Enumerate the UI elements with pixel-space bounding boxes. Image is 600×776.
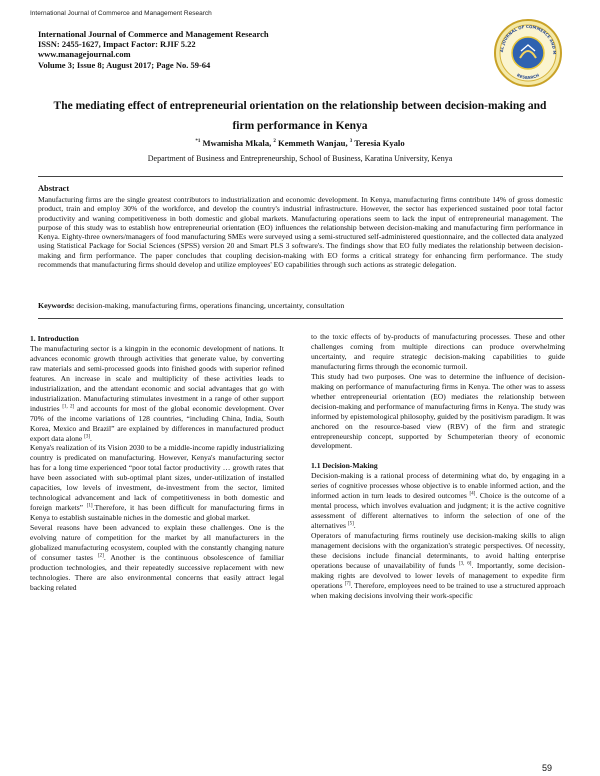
- paper-title: [30, 97, 570, 136]
- svg-text:RESEARCH: RESEARCH: [516, 72, 540, 81]
- journal-masthead: [38, 29, 458, 70]
- journal-volume: Volume 3; Issue 8; August 2017; Page No. 59-64: [38, 59, 211, 70]
- author3-name: Teresia Kyalo: [352, 138, 405, 148]
- journal-website[interactable]: www.managejournal.com: [38, 49, 131, 60]
- keywords-label: Keywords:: [38, 301, 75, 310]
- citation: [4]: [469, 491, 476, 497]
- left-column: [30, 334, 284, 593]
- intro-paragraph-1: [30, 344, 284, 444]
- keywords-text: decision-making, manufacturing firms, operations financing, uncertainty, consultation: [74, 301, 345, 310]
- citation: [1, 2]: [62, 404, 75, 410]
- paper-title-line-1: The mediating effect of entrepreneurial orientation on the relationship between decision-making and: [53, 100, 547, 112]
- running-head: International Journal of Commerce and Management Research: [30, 10, 212, 17]
- right-column: [311, 332, 565, 601]
- keywords-line: [38, 301, 563, 310]
- intro-paragraph-4: to the toxic effects of by-products of manufacturing processes. These and other challenges coming from multiple directions can produce overwhelming uncertainty, and require strategic decision-making capabilities to guide manufacturing firms through the economic turmoil.: [311, 332, 565, 371]
- abstract-heading: Abstract: [38, 184, 70, 193]
- author3-superscript: 3: [349, 139, 353, 145]
- citation: [3]: [84, 434, 91, 439]
- paper-authors: [30, 138, 570, 148]
- intro-paragraph-5: This study had two purposes. One was to determine the influence of decision-making on performance of manufacturing firms in Kenya. The other was to assess whether entrepreneurial orientation (EO) mediates the relationship between decision-making and performance of manufacturing firms in Kenya. The study was informed by epistemological philosophy, guided by the positivism paradigm. It was anchored on the resource-based view (RBV) of the firm and strategic entrepreneurship concept, supported by Schumpeterian theory of economic development.: [311, 371, 565, 451]
- text-run: The manufacturing sector is a kingpin in the economic development of nations. It advances economic growth through activities that generate value, by converting raw materials and semi-processed goods into finished goods with superior refined features. An increase in scale and multiplicity of these activities leads to industrialization, and the attendant economic and social advantages that go with industrialization. Manufacturing stimulates investment in a range of other support industries: [30, 343, 284, 413]
- text-run: . Choice is the outcome of a mental process, which involves evaluation and judgment; it is the active cognitive assessment of different alternatives to inform the selection of one of the alternatives: [311, 491, 565, 531]
- bottom-divider: [38, 318, 563, 319]
- text-run: . Therefore, employees need to be trained to use a structured approach when making decisions involving their work-specific: [311, 580, 566, 600]
- svg-text:INTERNATIONAL JOURNAL OF COMME: AL JOURNAL OF COMMERCE AND M: [498, 23, 558, 55]
- section-heading-decision-making: 1.1 Decision-Making: [311, 461, 378, 471]
- abstract-text: Manufacturing firms are the single greatest contributors to industrialization and economic development. In Kenya, manufacturing firms contribute 14% of gross domestic product, train and employ 30% of the workforce, and develop the country's industrial infrastructure. However, the sector has experienced sustained poor total factor productivity and waning competitiveness in both domestic and global markets. Manufacturing operations seem to lack the input of entrepreneurial management. The purpose of this study was to establish how entrepreneurial orientation (EO) influences the relationship between decision-making and manufacturing firm performance in Kenya. Eighty-three owners/managers of food manufacturing SMEs were surveyed using a semi-structured self-administered questionnaire, and the collected data analyzed using Statistical Package for Social Sciences (SPSS) version 20 and Smart PLS 3 software's. The findings show that EO fully mediates the relationship between decision-making and firm performance. The paper concludes that coupling decision-making with EO forms a critical strategy for enhancing firm performance. The study recommends that manufacturing firms should develop and utilize employees' EO capabilities through such actions as strategic delegation.: [38, 195, 563, 269]
- journal-name: International Journal of Commerce and Management Research: [38, 29, 269, 39]
- author2-superscript: 2: [273, 139, 276, 145]
- text-run: Kenya's realization of its Vision 2030 to be a middle-income rapidly industrializing country is predicated on manufacturing. However, Kenya's manufacturing sector has for a long time experienced “poor total factor productivity … growth rates that have been associated with sub-optimal plant sizes, under-utilization of installed capacities, low levels of investment, de-investment from the sector, limited technological advancement and lack of competitiveness in both domestic and foreign markets”: [30, 443, 284, 513]
- journal-seal-logo: [493, 18, 563, 88]
- paragraph-gap: [311, 451, 565, 461]
- author1-name: Mwamisha Mkala,: [200, 138, 274, 148]
- text-run: . Importantly, some decision-making rights are devolved to lower levels of management to expedite firm operations: [311, 560, 565, 590]
- text-run: and accounts for most of the global economic development. Over 70% of the income variations of 128 countries, “including China, India, South Korea, Mexico and Brazil” are explained by differences in manufactured product export data alone: [30, 403, 284, 443]
- journal-issn: ISSN: 2455-1627, Impact Factor: RJIF 5.22: [38, 39, 196, 50]
- text-run: Several reasons have been advanced to explain these challenges. One is the evolving nature of competition for the market by all manufacturers in the globalized manufacturing ecosystem, coupled with the constantly changing nature of consumer tastes: [30, 523, 284, 562]
- citation: [1]: [86, 503, 93, 509]
- citation: [3, 6]: [459, 561, 472, 567]
- paper-affiliation: Department of Business and Entrepreneurship, School of Business, Karatina University, Kenya: [147, 154, 453, 163]
- text-run: .Therefore, it has been difficult for manufacturing firms in Kenya to establish sustainable niches in the domestic and global market.: [30, 503, 284, 523]
- text-run: Operators of manufacturing firms routinely use decision-making skills to align management decisions with the organization's strategic perspectives. Of necessity, these decisions include financial determinants, to avoid halting enterprise operations because of unavailability of funds: [311, 531, 565, 570]
- text-run: . Another is the continuous obsolescence of familiar production technologies, and their repeatedly successive replacement with new technologies. There are also environmental concerns that easily attract legal backing related: [30, 552, 284, 592]
- decision-paragraph-1: [311, 471, 565, 531]
- decision-paragraph-2: [311, 531, 565, 601]
- author1-superscript: *1: [195, 139, 201, 145]
- page-number: 59: [542, 763, 553, 773]
- citation: [5]: [347, 521, 354, 527]
- author2-name: Kemmeth Wanjau,: [275, 138, 350, 148]
- text-run: .: [90, 433, 92, 443]
- top-divider: [38, 176, 563, 177]
- citation: [2]: [98, 553, 104, 559]
- intro-paragraph-2: [30, 443, 284, 523]
- section-heading-introduction: 1. Introduction: [30, 334, 79, 343]
- paper-title-line-2: firm performance in Kenya: [232, 119, 368, 132]
- text-run: .: [353, 521, 356, 531]
- text-run: Decision-making is a rational process of determining what do, by engaging in a series of cognitive processes whose objective is to enable informed action, and the informed action in turn leads to desired outcomes: [311, 471, 565, 501]
- citation: [7]: [344, 581, 351, 587]
- intro-paragraph-3: [30, 523, 284, 593]
